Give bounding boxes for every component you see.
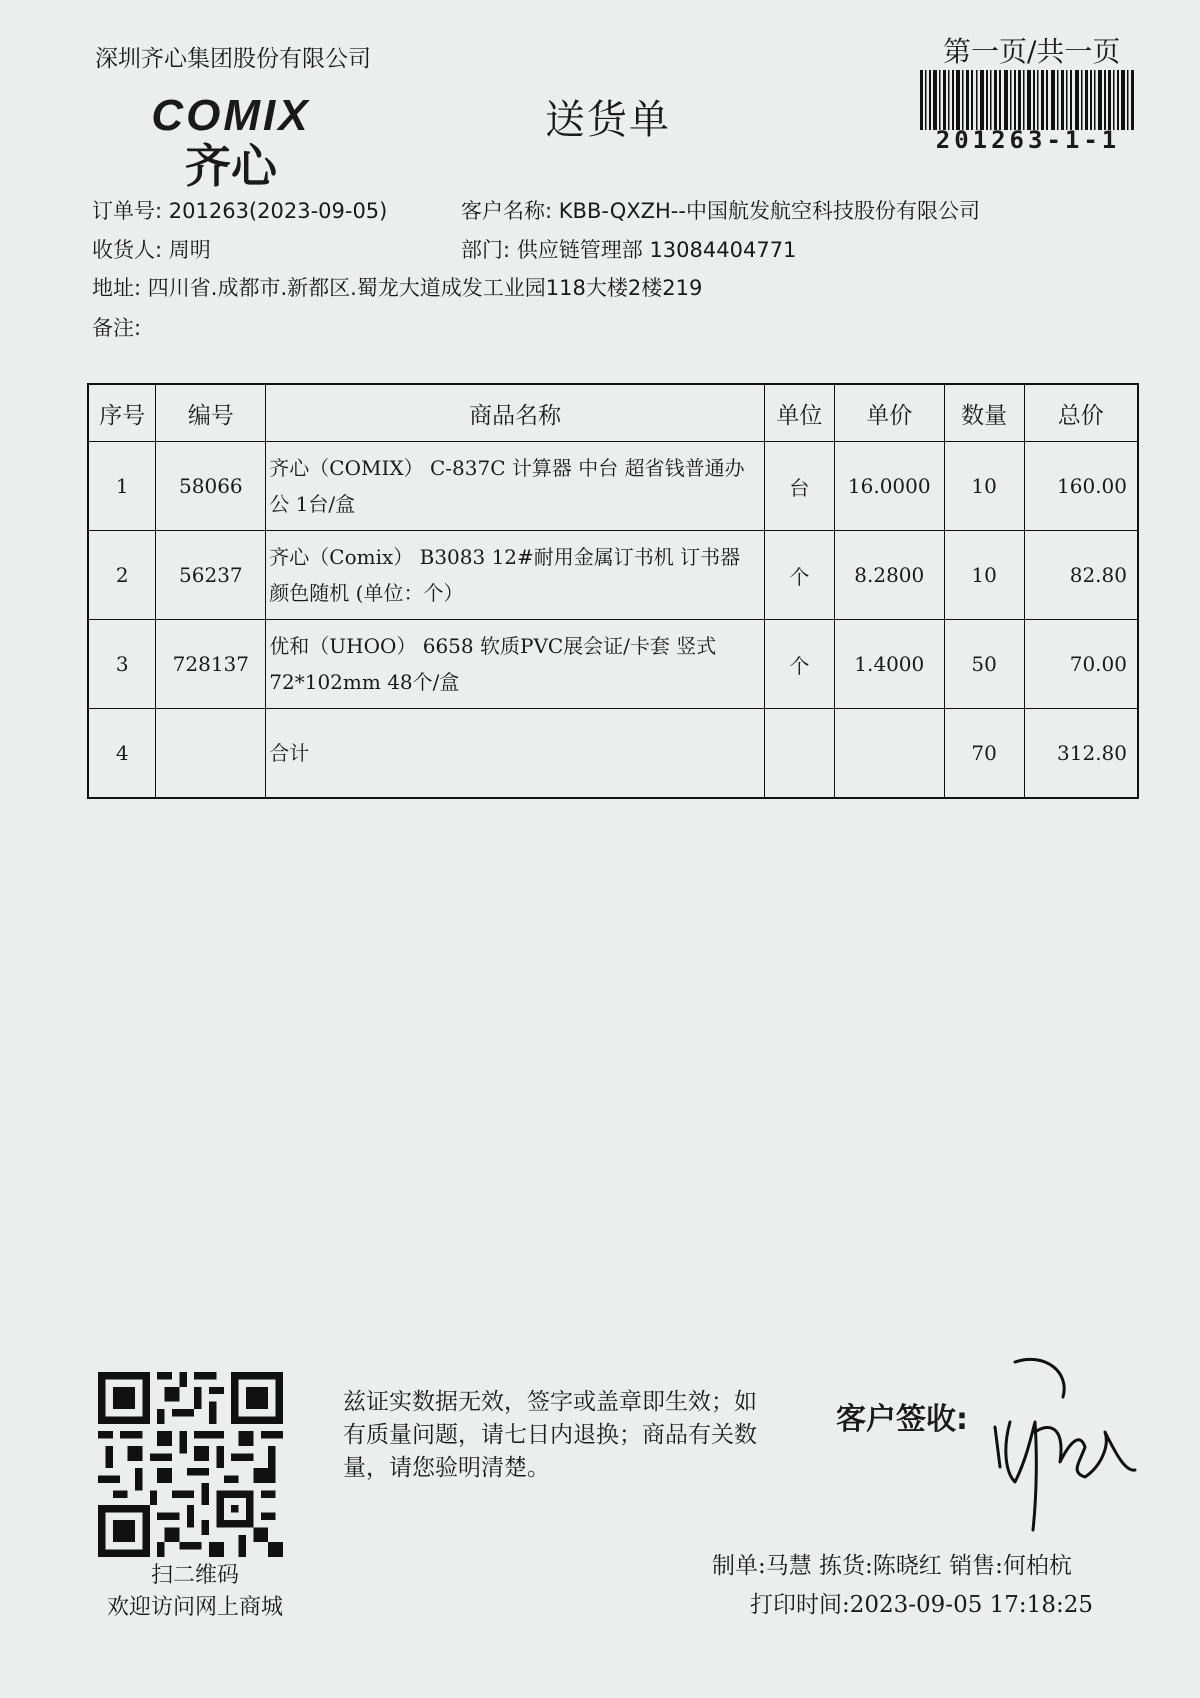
address-value: 四川省.成都市.新都区.蜀龙大道成发工业园118大楼2楼219 <box>147 276 703 300</box>
receiver-value: 周明 <box>168 238 211 262</box>
address-label: 地址: <box>92 276 142 300</box>
cell-qty: 10 <box>944 531 1024 620</box>
department-value: 供应链管理部 13084404771 <box>516 238 797 262</box>
header-name: 商品名称 <box>266 384 765 442</box>
cell-code: 58066 <box>156 442 266 531</box>
logo-wordmark: COMIX <box>151 92 311 140</box>
cell-name: 优和（UHOO） 6658 软质PVC展会证/卡套 竖式72*102mm 48个/盒 <box>266 620 765 709</box>
cell-name: 齐心（COMIX） C-837C 计算器 中台 超省钱普通办公 1台/盒 <box>266 442 765 531</box>
table-header-row <box>88 384 1138 442</box>
items-table <box>87 383 1139 799</box>
company-name: 深圳齐心集团股份有限公司 <box>95 46 371 72</box>
cell-total: 70.00 <box>1024 620 1138 709</box>
note-label: 备注: <box>92 316 142 340</box>
document-title: 送货单 <box>545 97 671 143</box>
header-seq: 序号 <box>88 384 156 442</box>
customer-line <box>461 195 980 225</box>
cell-unit: 个 <box>764 531 834 620</box>
order-label: 订单号: <box>92 199 163 223</box>
qr-caption-scan: 扫二维码 <box>150 1563 239 1588</box>
table-row <box>88 442 1138 531</box>
staff-line: 制单:马慧 拣货:陈晓红 销售:何柏杭 <box>712 1553 1072 1579</box>
order-value: 201263(2023-09-05) <box>168 199 388 223</box>
order-line <box>92 195 387 225</box>
cell-seq: 4 <box>88 709 156 799</box>
department-line <box>461 234 796 264</box>
header-price: 单价 <box>834 384 944 442</box>
barcode-number: 201263-1-1 <box>935 126 1121 154</box>
barcode <box>918 70 1138 130</box>
cell-unit <box>764 709 834 799</box>
header-qty: 数量 <box>944 384 1024 442</box>
page-info: 第一页/共一页 <box>943 35 1121 68</box>
header-code: 编号 <box>156 384 266 442</box>
table-row <box>88 531 1138 620</box>
receiver-line <box>92 234 211 264</box>
qr-caption-welcome: 欢迎访问网上商城 <box>106 1595 283 1620</box>
address-line <box>92 272 702 302</box>
signature <box>975 1352 1155 1532</box>
cell-seq: 2 <box>88 531 156 620</box>
table-row-total <box>88 709 1138 799</box>
cell-name: 合计 <box>266 709 765 799</box>
customer-value: KBB-QXZH--中国航发航空科技股份有限公司 <box>558 199 980 223</box>
cell-code: 728137 <box>156 620 266 709</box>
header-unit: 单位 <box>764 384 834 442</box>
cell-price <box>834 709 944 799</box>
cell-code <box>156 709 266 799</box>
print-time: 打印时间:2023-09-05 17:18:25 <box>750 1592 1093 1618</box>
cell-price: 16.0000 <box>834 442 944 531</box>
header-total: 总价 <box>1024 384 1138 442</box>
table-row <box>88 620 1138 709</box>
cell-total: 82.80 <box>1024 531 1138 620</box>
cell-qty: 50 <box>944 620 1024 709</box>
cell-qty: 70 <box>944 709 1024 799</box>
logo-chinese: 齐心 <box>185 139 277 188</box>
cell-name: 齐心（Comix） B3083 12#耐用金属订书机 订书器 颜色随机 (单位：个） <box>266 531 765 620</box>
cell-total: 312.80 <box>1024 709 1138 799</box>
cell-qty: 10 <box>944 442 1024 531</box>
cell-code: 56237 <box>156 531 266 620</box>
department-label: 部门: <box>461 238 511 262</box>
cell-price: 8.2800 <box>834 531 944 620</box>
notice-text: 兹证实数据无效，签字或盖章即生效；如有质量问题，请七日内退换；商品有关数量，请您验明清楚。 <box>343 1389 757 1481</box>
cell-unit: 台 <box>764 442 834 531</box>
cell-unit: 个 <box>764 620 834 709</box>
receiver-label: 收货人: <box>92 238 163 262</box>
cell-price: 1.4000 <box>834 620 944 709</box>
comix-logo <box>115 92 347 188</box>
customer-sign-label: 客户签收: <box>836 1402 968 1437</box>
note-line <box>92 312 141 342</box>
cell-seq: 3 <box>88 620 156 709</box>
qr-code <box>98 1372 283 1557</box>
cell-seq: 1 <box>88 442 156 531</box>
cell-total: 160.00 <box>1024 442 1138 531</box>
customer-label: 客户名称: <box>461 199 553 223</box>
